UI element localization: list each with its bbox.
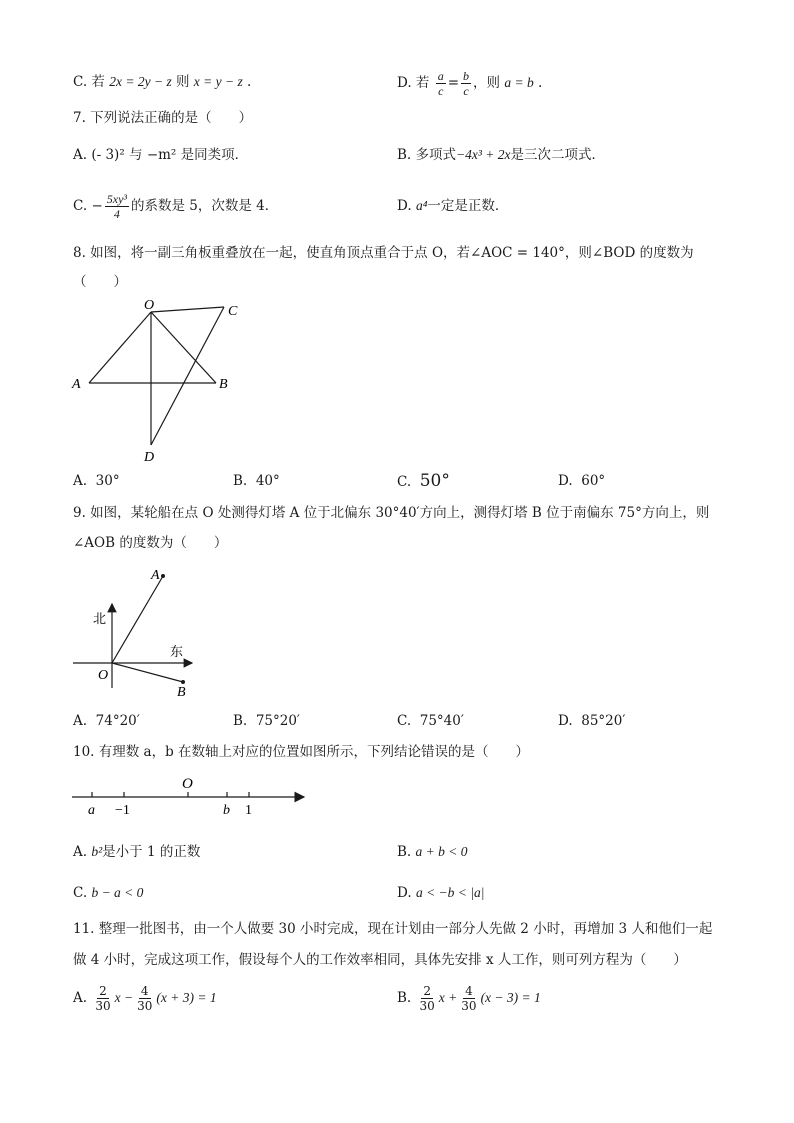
q7-option-a [73, 145, 248, 165]
frac-num: b [463, 69, 470, 83]
q10-option-a [73, 842, 200, 862]
q6-c-end: . [242, 74, 252, 90]
frac-den: 30 [137, 999, 153, 1013]
q7-c-minus: − [91, 198, 103, 214]
q7-stem: 7. 下列说法正确的是（ ） [73, 110, 253, 126]
label-o: O [144, 298, 155, 313]
label-d: D [144, 450, 155, 465]
frac-den: c [463, 84, 469, 98]
q8-stem-line1: 8. 如图，将一副三角板重叠放在一起，使直角顶点重合于点 O，若∠AOC = 140°，则∠BOD 的度数为 [73, 245, 694, 261]
label-one: 1 [245, 803, 252, 818]
q9-stem-line2: ∠AOB 的度数为（ ） [73, 535, 228, 551]
label-origin: O [182, 776, 193, 792]
q6-option-d [397, 66, 542, 100]
point-b [181, 680, 185, 684]
q7-b-label: B. [397, 147, 412, 163]
q7-option-c [73, 188, 278, 224]
q10-stem: 10. 有理数 a，b 在数轴上对应的位置如图所示，下列结论错误的是（ ） [73, 744, 530, 760]
option-label: C. [397, 713, 412, 729]
ray-oa [112, 576, 163, 663]
point-a [161, 574, 165, 578]
q6-d-frac2 [461, 69, 471, 98]
q7-c-text: 的系数是 5，次数是 4． [131, 198, 279, 214]
q11-option-a [73, 980, 217, 1016]
q11-stem-line1: 11. 整理一批图书，由一个人做要 30 小时完成，现在计划由一部分人先做 2 小时，再增加 3 人和他们一起 [73, 921, 713, 937]
option-label: B. [233, 713, 248, 729]
q10-b-expr: a + b < 0 [415, 844, 468, 859]
option-value: 60° [581, 473, 606, 489]
option-label: A. [73, 990, 88, 1006]
q6-c-label: C. 若 [73, 74, 105, 90]
q7-option-b [397, 145, 605, 165]
q9-option-b [233, 711, 300, 731]
q7-b-text1: 多项式 [415, 147, 457, 163]
q7-c-frac [105, 192, 129, 221]
frac-num: 2 [99, 984, 107, 998]
q8-stem-line2: （ ） [73, 274, 127, 290]
q10-option-b [397, 842, 468, 862]
option-label: D. [558, 473, 573, 489]
q11-a-frac2 [135, 984, 154, 1013]
q7-b-text2: 是三次二项式． [510, 147, 606, 163]
option-label: B. [233, 473, 248, 489]
frac-den: 4 [113, 207, 120, 221]
option-value: 40° [255, 473, 280, 489]
q6-d-eq: = [447, 75, 460, 91]
label-b: b [223, 803, 230, 818]
option-label: A. [73, 844, 88, 860]
q11-a-end: (x + 3) = 1 [156, 990, 217, 1005]
label-c: C [228, 304, 238, 319]
q10-a-text: 是小于 1 的正数 [102, 844, 201, 860]
q7-option-d [397, 196, 508, 216]
frac-num: 5xy³ [106, 192, 127, 206]
q9-option-d [558, 711, 625, 731]
option-value: 75°40′ [419, 713, 464, 729]
q7-d-text: 一定是正数． [427, 198, 509, 214]
option-label: D. [558, 713, 573, 729]
label-east: 东 [170, 645, 184, 660]
q11-b-frac1 [418, 984, 437, 1013]
q7-a-label: A. [73, 147, 88, 163]
label-b: B [219, 377, 228, 392]
option-label: C. [73, 885, 88, 901]
q6-option-c [73, 72, 251, 92]
q10-a-expr: b² [91, 844, 103, 859]
q9-option-a [73, 711, 140, 731]
label-b: B [177, 685, 186, 700]
q11-a-frac1 [93, 984, 112, 1013]
q10-d-expr: a < −b < |a| [415, 885, 485, 900]
line-oc [151, 307, 224, 312]
q10-option-c [73, 883, 143, 903]
frac-den: c [438, 84, 444, 98]
frac-num: a [437, 69, 444, 83]
q7-a-expr: (- 3)² 与 −m² 是同类项． [91, 147, 249, 163]
q10-number-line [68, 770, 313, 820]
frac-den: 30 [95, 999, 111, 1013]
label-o: O [98, 668, 109, 683]
option-label: B. [397, 990, 412, 1006]
q6-c-expr2: x = y − z [193, 74, 243, 89]
frac-num: 4 [465, 984, 473, 998]
q7-d-label: D. [397, 198, 412, 214]
label-north: 北 [93, 612, 107, 627]
q9-option-c [397, 711, 464, 731]
label-a: A [72, 377, 81, 392]
q8-triangle-figure [60, 295, 260, 465]
frac-den: 30 [419, 999, 435, 1013]
q7-c-label: C. [73, 198, 88, 214]
frac-den: 30 [461, 999, 477, 1013]
q11-option-b [397, 980, 541, 1016]
ray-ob [112, 663, 183, 682]
option-label: B. [397, 844, 412, 860]
frac-num: 2 [423, 984, 431, 998]
q6-c-mid: 则 [171, 74, 194, 90]
q8-option-c [397, 471, 450, 492]
option-value: 75°20′ [255, 713, 300, 729]
option-value: 74°20′ [95, 713, 140, 729]
q11-b-mid: x + [438, 990, 458, 1005]
q6-d-mid: ，则 [473, 75, 501, 91]
q6-c-expr1: 2x = 2y − z [109, 74, 172, 89]
line-ob [151, 312, 216, 383]
q7-b-expr: −4x³ + 2x [456, 147, 511, 162]
q7-d-expr: a⁴ [415, 198, 428, 213]
label-a: a [88, 803, 95, 818]
q8-option-a [73, 471, 120, 491]
q6-d-expr: a = b [504, 75, 534, 90]
option-value: 50° [419, 471, 450, 491]
q8-option-d [558, 471, 605, 491]
frac-num: 4 [140, 984, 149, 998]
q11-b-frac2 [459, 984, 478, 1013]
q6-d-end: . [533, 75, 543, 91]
q6-d-frac1 [436, 69, 446, 98]
q6-d-label: D. 若 [397, 75, 430, 91]
option-value: 30° [95, 473, 120, 489]
q9-stem-line1: 9. 如图，某轮船在点 O 处测得灯塔 A 位于北偏东 30°40′方向上，测得灯塔 B 位于南偏东 75°方向上，则 [73, 505, 710, 521]
label-neg1: −1 [115, 803, 130, 818]
option-label: A. [73, 473, 88, 489]
q10-c-expr: b − a < 0 [91, 885, 144, 900]
q10-option-d [397, 883, 484, 903]
label-a: A [151, 568, 160, 583]
q11-stem-line2: 做 4 小时，完成这项工作，假设每个人的工作效率相同，具体先安排 x 人工作，则可列方程为（ ） [73, 952, 687, 968]
q9-direction-figure [65, 560, 215, 705]
option-label: A. [73, 713, 88, 729]
line-ao [89, 312, 151, 383]
q11-a-mid: x − [114, 990, 134, 1005]
option-label: D. [397, 885, 412, 901]
line-cd [151, 307, 224, 445]
q8-option-b [233, 471, 280, 491]
option-label: C. [397, 474, 412, 490]
option-value: 85°20′ [581, 713, 626, 729]
q11-b-end: (x − 3) = 1 [480, 990, 541, 1005]
